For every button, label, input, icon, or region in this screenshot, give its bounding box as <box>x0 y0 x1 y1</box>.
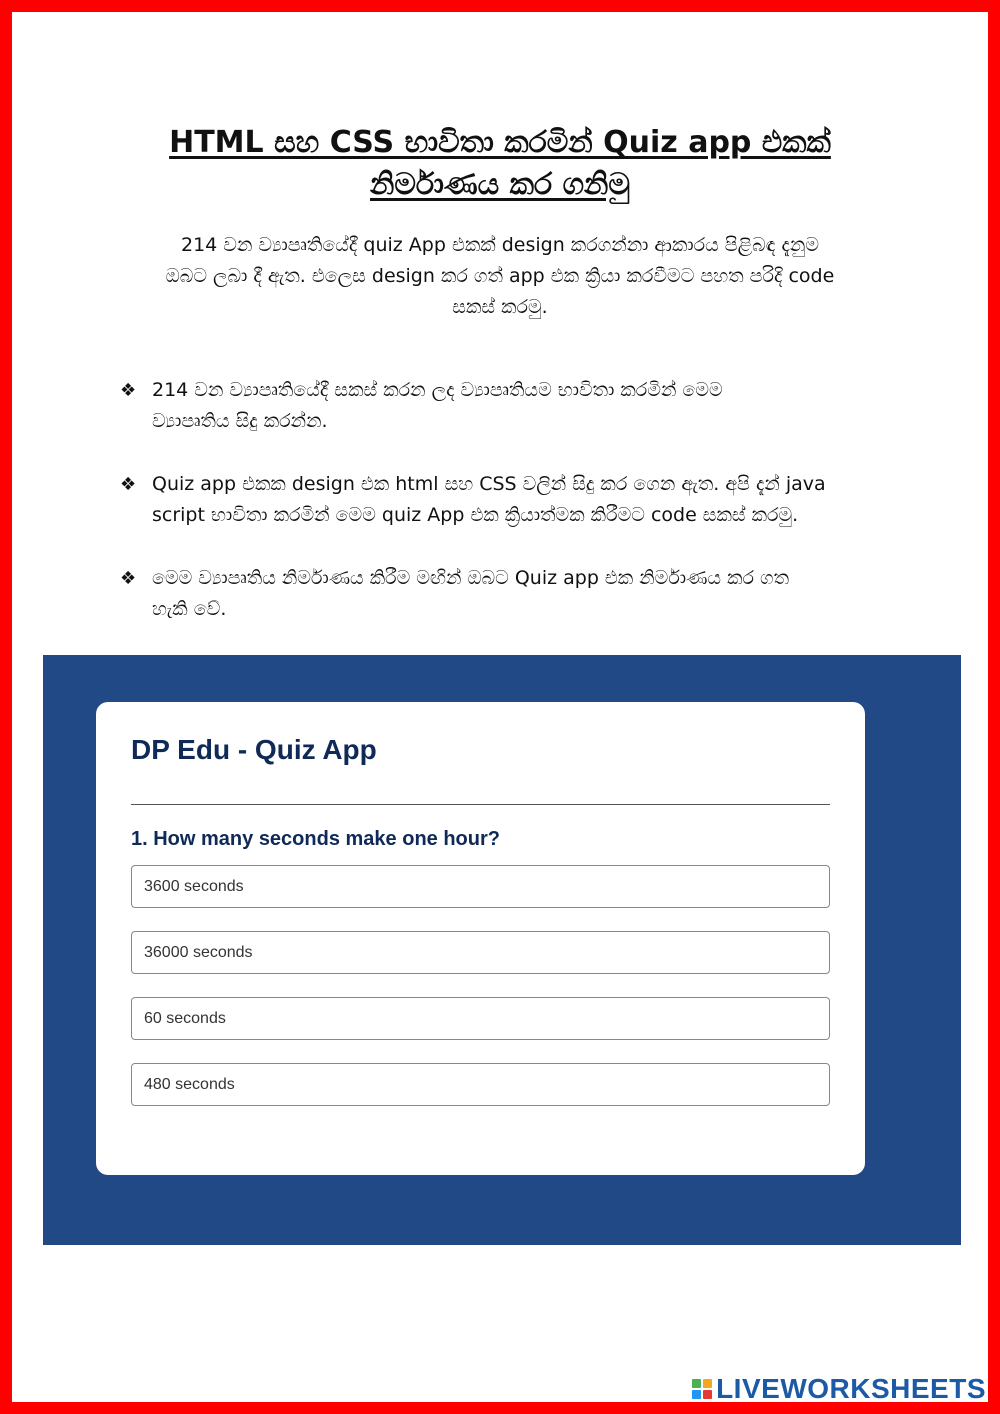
answer-option-1[interactable]: 3600 seconds <box>131 865 830 908</box>
intro-paragraph <box>120 230 880 323</box>
liveworksheets-branding <box>692 1374 986 1404</box>
intro-line-1: 214 වන ව්‍යාපෘතියේදී quiz App එකක් design කරගන්නා ආකාරය පිළිබඳ දැනුම <box>181 234 819 256</box>
answer-option-2[interactable]: 36000 seconds <box>131 931 830 974</box>
instruction-line-2: ව්‍යාපෘතිය සිදු කරන්න. <box>152 410 328 432</box>
title-line-2: නිර්මාණය කර ගනිමු <box>370 167 630 202</box>
instruction-line-1: 214 වන ව්‍යාපෘතියේදී සකස් කරන ලද ව්‍යාපෘතියම භාවිතා කරමින් මෙම <box>152 379 723 401</box>
instruction-line-2: හැකි වේ. <box>152 598 227 620</box>
instruction-item <box>120 375 890 437</box>
liveworksheets-logo-icon <box>692 1379 712 1399</box>
question-text: 1. How many seconds make one hour? <box>131 828 500 850</box>
diamond-bullet-icon: ❖ <box>120 568 137 589</box>
brand-name: LIVEWORKSHEETS <box>716 1373 986 1404</box>
instruction-list <box>120 375 890 625</box>
intro-line-3: සකස් කරමු. <box>452 296 548 318</box>
answer-option-3[interactable]: 60 seconds <box>131 997 830 1040</box>
answer-option-4[interactable]: 480 seconds <box>131 1063 830 1106</box>
title-line-1: HTML සහ CSS භාවිතා කරමින් Quiz app එකක් <box>169 125 831 160</box>
diamond-bullet-icon: ❖ <box>120 474 137 495</box>
document-title <box>100 122 900 206</box>
instruction-line-1: මෙම ව්‍යාපෘතිය නිර්මාණය කිරීම මඟින් ඔබට Quiz app එක නිර්මාණය කර ගත <box>152 567 790 589</box>
diamond-bullet-icon: ❖ <box>120 380 137 401</box>
quiz-app-title: DP Edu - Quiz App <box>131 734 377 765</box>
divider <box>131 804 830 805</box>
instruction-line-1: Quiz app එකක design එක html සහ CSS වලින් සිදු කර ගෙන ඇත. අපි දැන් java <box>152 473 826 495</box>
intro-line-2: ඔබට ලබා දී ඇත. එලෙස design කර ගත් app එක ක්‍රියා කරවීමට පහත පරිදි code <box>165 265 835 287</box>
quiz-card <box>96 702 865 1175</box>
instruction-item <box>120 563 890 625</box>
instruction-item <box>120 469 890 531</box>
quiz-app-screenshot <box>43 655 961 1245</box>
instruction-line-2: script භාවිතා කරමින් මෙම quiz App එක ක්‍රියාත්මක කිරීමට code සකස් කරමු. <box>152 504 799 526</box>
